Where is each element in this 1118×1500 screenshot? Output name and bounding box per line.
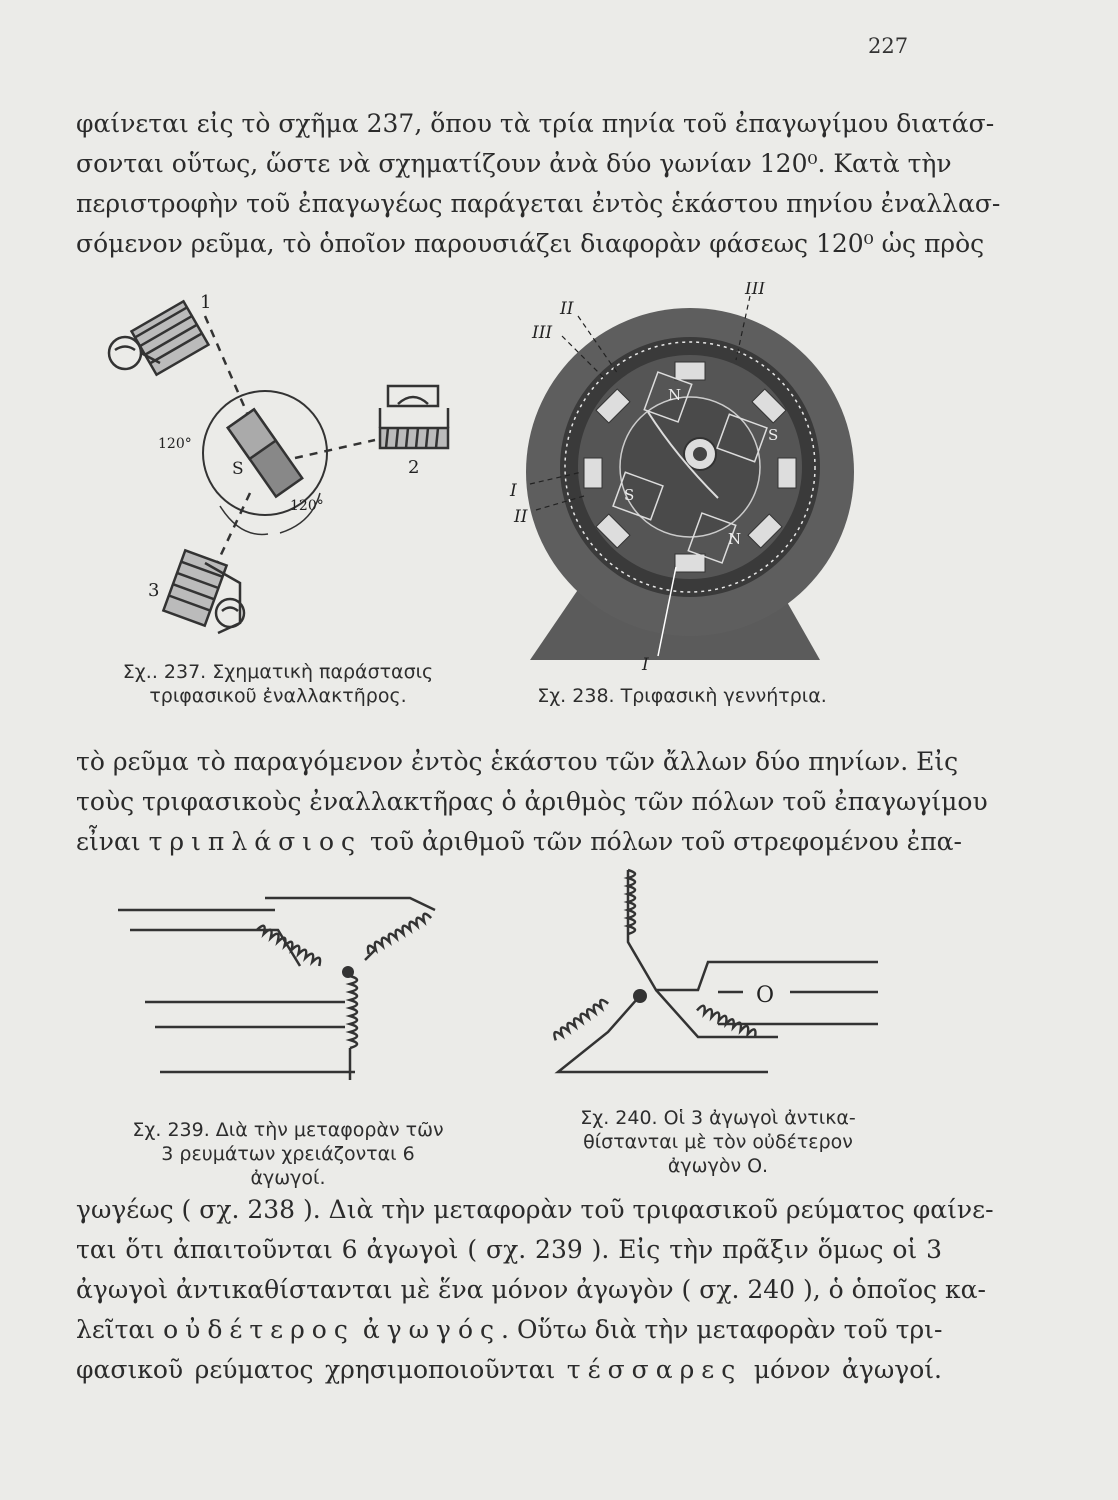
text-line: σονται οὕτως, ὥστε νὰ σχηματίζουν ἀνὰ δύο γωνίαν 120⁰. Κατὰ τὴν: [76, 149, 952, 178]
text-fragment: εἶναι: [76, 827, 141, 856]
fig237-label-2: 2: [408, 457, 420, 478]
fig237-pole: S: [232, 459, 244, 479]
text-line: περιστροφὴν τοῦ ἐπαγωγέως παράγεται ἐντὸς ἑκάστου πηνίου ἐναλλασ-: [76, 189, 1001, 218]
fig238-label-I-bottom: I: [642, 655, 649, 674]
text-line: ἀγωγοὶ ἀντικαθίστανται μὲ ἕνα μόνον ἀγωγὸν ( σχ. 240 ), ὁ ὁποῖος κα-: [76, 1275, 986, 1304]
caption-line: ἀγωγοί.: [250, 1167, 326, 1189]
text-line: τὸ ρεῦμα τὸ παραγόμενον ἐντὸς ἑκάστου τῶν ἄλλων δύο πηνίων. Εἰς: [76, 747, 959, 776]
figure-240-caption: [548, 1106, 888, 1178]
text-line: σόμενον ρεῦμα, τὸ ὁποῖον παρουσιάζει διαφορὰν φάσεως 120⁰ ὡς πρὸς: [76, 229, 985, 258]
text-fragment: μόνον ἀγωγοί.: [753, 1355, 942, 1384]
text-line: γωγέως ( σχ. 238 ). Διὰ τὴν μεταφορὰν τοῦ τριφασικοῦ ρεύματος φαίνε-: [76, 1195, 994, 1224]
figure-237-caption: [88, 660, 468, 708]
caption-line: Σχ.. 237. Σχηματικὴ παράστασις: [122, 661, 434, 683]
spaced-emphasis: τέσσαρες: [566, 1355, 743, 1384]
text-fragment: λεῖται: [76, 1315, 156, 1344]
paragraph-1: [76, 104, 1001, 264]
figure-239-diagram: [100, 862, 460, 1092]
fig238-label-I-left: I: [510, 481, 517, 501]
fig238-pole-n1: N: [668, 386, 682, 404]
figure-238-photo: [500, 282, 860, 674]
text-line: [76, 822, 962, 862]
caption-line: θίστανται μὲ τὸν οὐδέτερον: [583, 1131, 853, 1153]
figure-239: [100, 862, 460, 1096]
spaced-emphasis: οὐδέτερος: [163, 1315, 355, 1344]
fig238-pole-s2: S: [624, 486, 635, 504]
text-fragment: τοῦ ἀριθμοῦ τῶν πόλων τοῦ στρεφομένου ἐπα-: [369, 827, 962, 856]
fig237-label-3: 3: [148, 580, 160, 601]
text-fragment: φασικοῦ ρεύματος χρησιμοποιοῦνται: [76, 1355, 556, 1384]
fig237-angle-b: 120°: [290, 498, 324, 514]
page-number: 227: [868, 34, 909, 58]
figure-238: [500, 282, 860, 678]
spaced-emphasis: τριπλάσιος: [148, 827, 363, 856]
fig238-label-II-top: II: [560, 299, 574, 319]
fig240-neutral-label: O: [756, 983, 775, 1008]
caption-line: Σχ. 239. Διὰ τὴν μεταφορὰν τῶν: [132, 1119, 444, 1141]
fig238-label-II-left: II: [514, 507, 528, 527]
caption-line: τριφασικοῦ ἐναλλακτῆρος.: [149, 685, 407, 707]
text-line: φαίνεται εἰς τὸ σχῆμα 237, ὅπου τὰ τρία πηνία τοῦ ἐπαγωγίμου διατάσ-: [76, 109, 995, 138]
fig238-label-III-top: III: [745, 282, 766, 299]
fig238-label-III-left: III: [532, 323, 553, 343]
figure-238-caption: Σχ. 238. Τριφασικὴ γεννήτρια.: [537, 685, 827, 707]
fig238-pole-n2: N: [728, 530, 742, 548]
figure-240-diagram: [548, 862, 888, 1092]
text-line: ται ὅτι ἀπαιτοῦνται 6 ἀγωγοὶ ( σχ. 239 ). Εἰς τὴν πρᾶξιν ὅμως οἱ 3: [76, 1235, 942, 1264]
paragraph-3: [76, 1190, 994, 1390]
fig237-angle-a: 120°: [158, 436, 192, 452]
paragraph-2: [76, 742, 988, 862]
figure-237: [90, 278, 480, 662]
text-line: [76, 1350, 942, 1390]
spaced-emphasis: ἀγωγός: [362, 1315, 502, 1344]
caption-line: Σχ. 240. Οἱ 3 ἀγωγοὶ ἀντικα-: [580, 1107, 856, 1129]
text-line: [76, 1310, 942, 1350]
fig238-pole-s1: S: [768, 426, 779, 444]
text-line: τοὺς τριφασικοὺς ἐναλλακτῆρας ὁ ἀριθμὸς τῶν πόλων τοῦ ἐπαγωγίμου: [76, 787, 988, 816]
caption-line: 3 ρευμάτων χρειάζονται 6: [161, 1143, 415, 1165]
fig237-label-1: 1: [200, 292, 212, 313]
figure-239-caption: [108, 1118, 468, 1190]
figure-240: [548, 862, 888, 1096]
text-fragment: . Οὕτω διὰ τὴν μεταφορὰν τοῦ τρι-: [501, 1315, 943, 1344]
caption-line: ἀγωγὸν Ο.: [667, 1155, 769, 1177]
figure-237-diagram: [90, 278, 480, 658]
